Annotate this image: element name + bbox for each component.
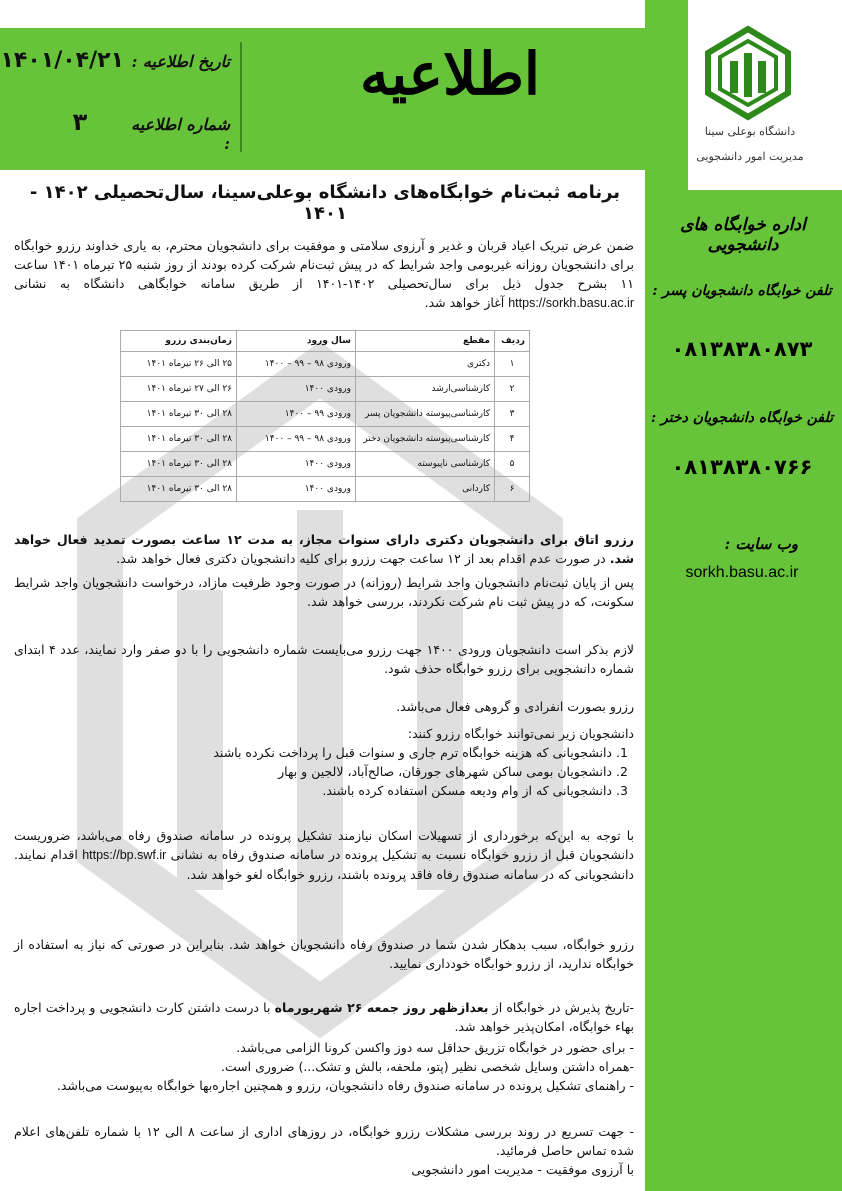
table-cell: ورودی ۱۴۰۰	[237, 452, 356, 477]
table-row	[121, 477, 530, 502]
table-cell: ورودی ۱۴۰۰	[237, 477, 356, 502]
phone-boys-label: تلفن خوابگاه دانشجویان پسر :	[652, 283, 832, 299]
number-label: شماره اطلاعیه :	[131, 115, 230, 153]
list-item: 1. دانشجویانی که هزینه خوابگاه ترم جاری و سنوات قبل را پرداخت نکرده باشند	[14, 743, 612, 762]
table-cell: دکتری	[356, 352, 495, 377]
table-cell: ۲۸ الی ۳۰ تیرماه ۱۴۰۱	[121, 402, 237, 427]
table-cell: ۲۸ الی ۳۰ تیرماه ۱۴۰۱	[121, 477, 237, 502]
welfare-text-end: اقدام نمایند. دانشجویانی که در سامانه صندوق رفاه فاقد پرونده باشند، رزرو خوابگاه لغو خواهد شد.	[14, 847, 634, 882]
paragraph-belongings: -همراه داشتن وسایل شخصی نظیر (پتو، ملحفه، بالش و تشک...) ضروری است.	[220, 1059, 634, 1074]
table-cell: ورودی ۹۸ – ۹۹ – ۱۴۰۰	[237, 427, 356, 452]
date-label: تاریخ اطلاعیه :	[131, 52, 230, 71]
table-row	[121, 427, 530, 452]
welfare-link[interactable]: https://bp.swf.ir	[82, 848, 167, 862]
ineligible-intro: دانشجویان زیر نمی‌توانند خوابگاه رزرو کنند:	[407, 726, 634, 741]
table-cell: ۶	[495, 477, 530, 502]
website-label: وب سایت :	[724, 535, 798, 553]
doctoral-bold-text: رزرو اتاق برای دانشجویان دکتری دارای سنوات مجاز، به مدت ۱۲ ساعت بصورت تمدید فعال خواهد شد.	[14, 532, 634, 566]
table-cell: کاردانی	[356, 477, 495, 502]
list-item: 3. دانشجویانی که از وام ودیعه مسکن استفاده کرده باشند.	[14, 781, 612, 800]
intro-text: ضمن عرض تبریک اعیاد قربان و غدیر و آرزوی سلامتی و موفقیت برای دانشجویان محترم، به یاری خداوند رزرو خوابگاه برای دانشجویان روزانه غیربومی واجد شرایط که در پیش ثبت‌نام شرکت کرده بودند از روز شنبه ۲۵ تیرماه ۱۴۰۱ ساعت ۱۱ بشرح جدول ذیل برای سال‌تحصیلی ۱۴۰۲-۱۴۰۱ از طریق سامانه خوابگاهی دانشگاه به نشانی	[14, 238, 634, 291]
phone-girls-number: ۰۸۱۳۸۳۸۰۷۶۶	[671, 455, 813, 479]
paragraph-contact: - جهت تسریع در روند بررسی مشکلات رزرو خوابگاه، در روزهای اداری از ساعت ۸ الی ۱۲ با شماره تلفن‌های اعلام شده تماس حاصل فرمائید.	[14, 1124, 634, 1158]
phone-boys-number: ۰۸۱۳۸۳۸۰۸۷۳	[671, 337, 813, 361]
table-cell: ۴	[495, 427, 530, 452]
schedule-table	[120, 330, 530, 502]
date-value: ۱۴۰۱/۰۴/۲۱	[0, 48, 124, 73]
table-cell: کارشناسی‌ارشد	[356, 377, 495, 402]
paragraph-entry-1400: لازم بذکر است دانشجویان ورودی ۱۴۰۰ جهت رزرو می‌بایست شماره دانشجویی را با دو صفر وارد نمایند، عدد ۴ ابتدای شماره دانشجویی برای رزرو خوابگاه حذف شود.	[14, 642, 634, 676]
document-title: برنامه ثبت‌نام خوابگاه‌های دانشگاه بوعلی‌سینا، سال‌تحصیلی ۱۴۰۲ - ۱۴۰۱	[29, 182, 621, 224]
table-cell: ۲۶ الی ۲۷ تیرماه ۱۴۰۱	[121, 377, 237, 402]
list-item: 2. دانشجویان بومی ساکن شهرهای جورقان، صالح‌آباد، لالجین و بهار	[14, 762, 612, 781]
number-value: ۳	[72, 108, 88, 136]
intro-end: آغاز خواهد شد.	[424, 295, 505, 310]
announcement-title: اطلاعیه	[359, 40, 541, 108]
table-cell: کارشناسی‌پیوسته دانشجویان دختر	[356, 427, 495, 452]
table-header-row	[121, 331, 530, 352]
paragraph-capacity: پس از پایان ثبت‌نام دانشجویان واجد شرایط (روزانه) در صورت وجود ظرفیت مازاد، درخواست دانشجویان واجد شرایط سکونت، که در پیش ثبت نام شرکت نکردند، بررسی خواهد شد.	[14, 575, 634, 609]
table-header: ردیف	[495, 331, 530, 352]
university-name: دانشگاه بوعلی سینا	[704, 125, 796, 138]
table-cell: کارشناسی‌پیوسته دانشجویان پسر	[356, 402, 495, 427]
table-cell: ۳	[495, 402, 530, 427]
website-link[interactable]: sorkh.basu.ac.ir	[685, 564, 799, 581]
phone-girls-label: تلفن خوابگاه دانشجویان دختر :	[651, 410, 833, 426]
paragraph-vaccine: - برای حضور در خوابگاه تزریق حداقل سه دوز واکسن کرونا الزامی می‌باشد.	[236, 1040, 634, 1055]
table-row	[121, 402, 530, 427]
table-cell: ۲۸ الی ۳۰ تیرماه ۱۴۰۱	[121, 452, 237, 477]
department-title: اداره خوابگاه های دانشجویی	[680, 215, 806, 255]
admission-text: -تاریخ پذیرش در خوابگاه از	[492, 1000, 634, 1015]
admission-bold-date: بعدازظهر روز جمعه ۲۶ شهریورماه	[274, 1000, 489, 1015]
table-cell: ورودی ۹۹ – ۱۴۰۰	[237, 402, 356, 427]
intro-link[interactable]: https://sorkh.basu.ac.ir	[508, 296, 634, 310]
table-cell: ۱	[495, 352, 530, 377]
admission-text-end: با درست داشتن کارت دانشجویی و پرداخت اجاره بهاء خوابگاه، امکان‌پذیر خواهد شد.	[14, 1000, 634, 1034]
paragraph-reservation-type: رزرو بصورت انفرادی و گروهی فعال می‌باشد.	[396, 699, 634, 714]
table-header: مقطع	[356, 331, 495, 352]
office-name: مدیریت امور دانشجویی	[696, 150, 804, 163]
paragraph-admission-date	[14, 998, 634, 1036]
table-cell: ۵	[495, 452, 530, 477]
table-header: زمان‌بندی رزرو	[121, 331, 237, 352]
doctoral-text: در صورت عدم اقدام بعد از ۱۲ ساعت جهت رزرو برای کلیه دانشجویان دکتری فعال خواهد شد.	[116, 551, 606, 566]
table-row	[121, 377, 530, 402]
intro-paragraph	[14, 236, 634, 313]
signature: با آرزوی موفقیت - مدیریت امور دانشجویی	[411, 1162, 634, 1177]
university-logo-icon	[700, 25, 796, 121]
table-row	[121, 352, 530, 377]
paragraph-welfare-fund	[14, 826, 634, 884]
header-divider	[240, 42, 242, 152]
table-cell: ۲	[495, 377, 530, 402]
table-cell: ۲۵ الی ۲۶ تیرماه ۱۴۰۱	[121, 352, 237, 377]
table-cell: ورودی ۱۴۰۰	[237, 377, 356, 402]
table-cell: ۲۸ الی ۳۰ تیرماه ۱۴۰۱	[121, 427, 237, 452]
table-cell: کارشناسی ناپیوسته	[356, 452, 495, 477]
paragraph-debt: رزرو خوابگاه، سبب بدهکار شدن شما در صندوق رفاه دانشجویان خواهد شد. بنابراین در صورتی که نیاز به استفاده از خوابگاه ندارید، از رزرو خوابگاه خودداری نمایید.	[14, 937, 634, 971]
paragraph-doctoral	[14, 530, 634, 568]
table-header: سال ورود	[237, 331, 356, 352]
table-cell: ورودی ۹۸ – ۹۹ – ۱۴۰۰	[237, 352, 356, 377]
table-row	[121, 452, 530, 477]
ineligible-list	[14, 743, 634, 800]
paragraph-guide: - راهنمای تشکیل پرونده در سامانه صندوق رفاه دانشجویان، رزرو و همچنین اجاره‌بها خوابگاه به‌پیوست می‌باشد.	[56, 1078, 634, 1093]
welfare-text: با توجه به این‌که برخورداری از تسهیلات اسکان نیازمند تشکیل پرونده در سامانه صندوق رفاه می‌باشد، ضروریست دانشجویان قبل از رزرو خوابگاه نسبت به تشکیل پرونده در سامانه صندوق رفاه به نشانی	[14, 828, 634, 862]
paragraph-ineligible	[14, 724, 634, 800]
